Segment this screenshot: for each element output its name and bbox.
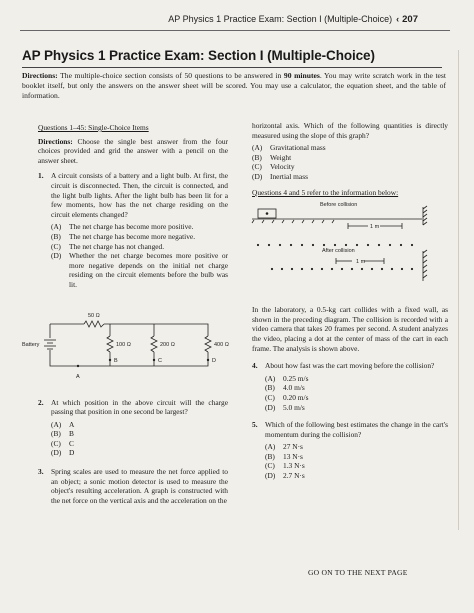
question-5	[252, 420, 448, 439]
circuit-diagram	[22, 302, 229, 388]
before-collision-label: Before collision	[320, 202, 358, 209]
footer-next-page: GO ON TO THE NEXT PAGE	[308, 568, 408, 577]
option: (C) 1.3 N·s	[265, 461, 305, 471]
after-collision-label: After collision	[322, 248, 355, 255]
question-1-text: A circuit consists of a battery and a light bulb. At first, the circuit is disconnected. Then, the circuit is connected, and the light bulb lights. After the light bulb has been lit for a few moments, how has the net charge residing on the circuit elements changed?	[51, 171, 228, 219]
section-directions-label: Directions:	[38, 136, 73, 146]
option: (B) B	[51, 429, 74, 439]
general-directions	[22, 71, 446, 102]
left-column	[22, 123, 229, 505]
option: (A) Gravitational mass	[252, 143, 326, 153]
question-1	[38, 171, 228, 219]
question-2-number: 2.	[38, 397, 44, 407]
option: (C) The net charge has not changed.	[51, 241, 165, 251]
section-directions-text: Choose the single best answer from the four choices provided and grid the answer with a pencil on the answer sheet.	[38, 136, 228, 165]
battery-label: Battery	[22, 341, 40, 348]
collision-paragraph: In the laboratory, a 0.5-kg cart collides with a fixed wall, as shown in the preceding diagram. The collision is recorded with a video camera that takes 20 frames per second. A student analyzes the video, placing a dot at the center of mass of the cart in each frame. The analysis is shown above.	[252, 305, 448, 353]
option: (D) Whether the net charge becomes more positive or more negative depends on the initial net charge residing on the circuit elements before the bulb was lit.	[51, 251, 228, 289]
option: (A) 27 N·s	[265, 442, 303, 452]
option: (D) D	[51, 448, 75, 458]
point-d-label: D	[212, 357, 216, 364]
option: (D) Inertial mass	[252, 171, 308, 181]
question-4-options	[252, 374, 448, 412]
directions-text-2: . You may write scratch work in the test booklet itself, but only the answers on the answer sheet will be scored. You may use a calculator, the equation sheet, and the table of information.	[22, 71, 446, 101]
reference-heading: Questions 4 and 5 refer to the information below:	[252, 187, 399, 197]
directions-emphasis: 90 minutes	[283, 71, 320, 80]
header-rule	[20, 30, 450, 31]
running-head	[0, 14, 418, 25]
option: (A) The net charge has become more positive.	[51, 222, 194, 232]
chevron-left-icon: ‹	[396, 14, 400, 24]
question-3-number: 3.	[38, 467, 44, 477]
option: (B) The net charge has become more negative.	[51, 231, 196, 241]
question-3	[38, 467, 228, 505]
collision-diagram	[252, 201, 448, 293]
directions-label: Directions:	[22, 71, 58, 80]
point-c-label: C	[158, 357, 162, 364]
point-b-label: B	[114, 357, 118, 364]
question-1-number: 1.	[38, 171, 44, 181]
option: (C) C	[51, 438, 74, 448]
question-4-number: 4.	[252, 361, 258, 371]
resistor-3-label: 400 Ω	[214, 341, 229, 348]
option: (C) 0.20 m/s	[265, 392, 309, 402]
right-column	[252, 121, 448, 481]
question-5-text: Which of the following best estimates the change in the cart's momentum during the collision?	[265, 420, 448, 439]
option: (A) A	[51, 419, 75, 429]
question-1-options	[38, 222, 228, 289]
question-2-text: At which position in the above circuit will the charge passing that position in one second be largest?	[51, 397, 228, 417]
question-5-number: 5.	[252, 420, 258, 430]
page-fold-shadow	[458, 50, 459, 530]
page-number: 207	[402, 14, 418, 25]
option: (D) 5.0 m/s	[265, 402, 305, 412]
option: (D) 2.7 N·s	[265, 471, 305, 481]
section-directions	[38, 137, 228, 166]
question-5-options	[252, 442, 448, 480]
question-2-options	[38, 420, 228, 458]
question-3-text: Spring scales are used to measure the net force applied to an object; a sonic motion detector is used to measure the object's resulting acceleration. A graph is constructed with the net force on the vertical axis and the acceleration on the	[51, 467, 228, 505]
scale-label-after: 1 m	[356, 259, 366, 266]
question-4-text: About how fast was the cart moving before the collision?	[265, 361, 435, 371]
question-3-continuation: horizontal axis. Which of the following quantities is directly measured using the slope of this graph?	[252, 121, 448, 140]
option: (B) 13 N·s	[265, 451, 303, 461]
question-4	[252, 361, 448, 371]
question-3-options	[252, 143, 448, 181]
scale-label-before: 1 m	[370, 224, 380, 231]
resistor-2-label: 200 Ω	[160, 341, 175, 348]
running-head-title: AP Physics 1 Practice Exam: Section I (Multiple-Choice)	[168, 14, 393, 24]
resistor-1-label: 100 Ω	[116, 341, 131, 348]
question-3-continued	[252, 121, 448, 140]
option: (C) Velocity	[252, 162, 295, 172]
option: (A) 0.25 m/s	[265, 373, 309, 383]
section-heading: Questions 1–45: Single-Choice Items	[38, 123, 149, 132]
page-title: AP Physics 1 Practice Exam: Section I (Multiple-Choice)	[22, 48, 375, 63]
resistor-top-label: 50 Ω	[88, 312, 100, 319]
option: (B) Weight	[252, 152, 292, 162]
directions-text-1: The multiple-choice section consists of 50 questions to be answered in	[57, 71, 284, 80]
title-rule	[22, 67, 442, 68]
option: (B) 4.0 m/s	[265, 383, 305, 393]
point-a-label: A	[76, 373, 80, 380]
question-2	[38, 398, 228, 417]
